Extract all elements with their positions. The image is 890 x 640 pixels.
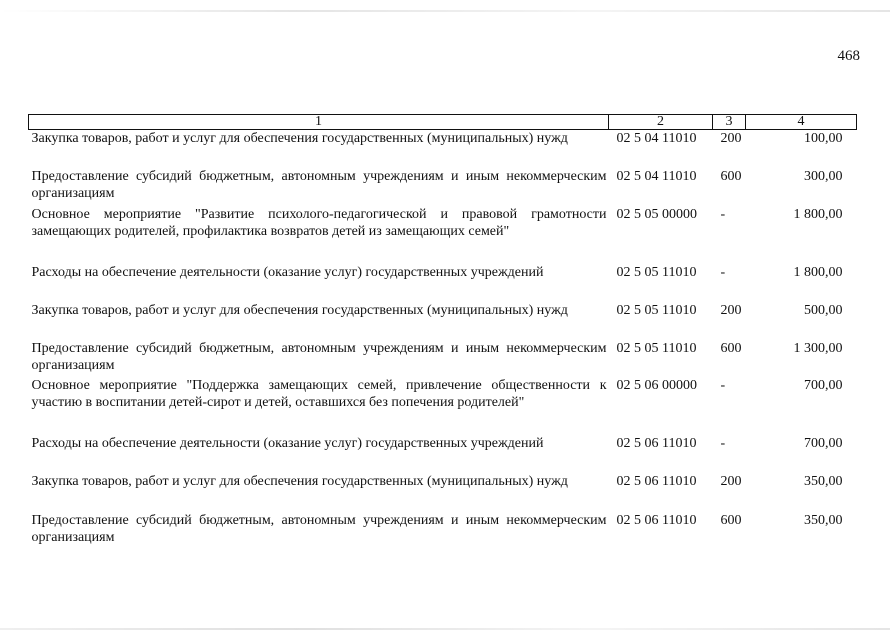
- row-amount: 500,00: [804, 303, 843, 318]
- row-name: Основное мероприятие "Поддержка замещающих семей, привлечение общественности к участию в воспитании детей-сирот и детей, оставшихся без попечения родителей": [31, 378, 607, 410]
- row-amount: 350,00: [804, 513, 843, 528]
- table-row: [29, 168, 857, 206]
- table-row: [29, 512, 857, 550]
- page-number: 468: [837, 48, 860, 64]
- row-type: -: [720, 265, 726, 280]
- row-type: 200: [720, 303, 742, 318]
- row-code: 02 5 05 11010: [616, 265, 697, 280]
- row-amount: 700,00: [804, 436, 843, 451]
- row-type: 600: [720, 513, 742, 528]
- table-row: [29, 377, 857, 435]
- header-col-1: 1: [29, 115, 609, 130]
- row-type: 600: [720, 341, 742, 356]
- row-amount: 1 800,00: [793, 207, 843, 222]
- row-code: 02 5 06 11010: [616, 513, 697, 528]
- row-code: 02 5 06 00000: [616, 378, 697, 393]
- table-header-row: [29, 115, 857, 130]
- row-amount: 1 300,00: [793, 341, 843, 356]
- row-amount: 100,00: [804, 131, 843, 146]
- row-name: Закупка товаров, работ и услуг для обеспечения государственных (муниципальных) нужд: [31, 303, 568, 318]
- row-type: 200: [720, 474, 742, 489]
- table-row: [29, 302, 857, 340]
- row-name: Расходы на обеспечение деятельности (оказание услуг) государственных учреждений: [31, 436, 544, 451]
- row-name: Предоставление субсидий бюджетным, автономным учреждениям и иным некоммерческим организациям: [31, 513, 607, 545]
- row-name: Расходы на обеспечение деятельности (оказание услуг) государственных учреждений: [31, 265, 544, 280]
- row-code: 02 5 04 11010: [616, 131, 697, 146]
- scan-edge-bottom: [0, 628, 890, 630]
- row-name: Основное мероприятие "Развитие психолого-педагогической и правовой грамотности замещающих родителей, профилактика возвратов детей из замещающих семей": [31, 207, 607, 239]
- row-type: -: [720, 207, 726, 222]
- table-row: [29, 206, 857, 264]
- row-name: Предоставление субсидий бюджетным, автономным учреждениям и иным некоммерческим организациям: [31, 341, 607, 373]
- row-name: Предоставление субсидий бюджетным, автономным учреждениям и иным некоммерческим организациям: [31, 169, 607, 201]
- table-row: [29, 473, 857, 512]
- header-col-4: 4: [746, 115, 857, 130]
- table-row: [29, 340, 857, 377]
- row-code: 02 5 04 11010: [616, 169, 697, 184]
- row-amount: 1 800,00: [793, 265, 843, 280]
- row-code: 02 5 05 11010: [616, 303, 697, 318]
- row-type: 600: [720, 169, 742, 184]
- row-type: 200: [720, 131, 742, 146]
- budget-table: [28, 114, 857, 550]
- table-row: [29, 130, 857, 169]
- row-name: Закупка товаров, работ и услуг для обеспечения государственных (муниципальных) нужд: [31, 474, 568, 489]
- row-type: -: [720, 378, 726, 393]
- row-code: 02 5 05 11010: [616, 341, 697, 356]
- row-type: -: [720, 436, 726, 451]
- row-amount: 300,00: [804, 169, 843, 184]
- header-col-3: 3: [713, 115, 746, 130]
- row-code: 02 5 06 11010: [616, 474, 697, 489]
- row-amount: 350,00: [804, 474, 843, 489]
- header-col-2: 2: [609, 115, 713, 130]
- scan-edge-top: [0, 10, 890, 12]
- table-row: [29, 264, 857, 302]
- row-code: 02 5 06 11010: [616, 436, 697, 451]
- row-amount: 700,00: [804, 378, 843, 393]
- table-row: [29, 435, 857, 473]
- row-code: 02 5 05 00000: [616, 207, 697, 222]
- row-name: Закупка товаров, работ и услуг для обеспечения государственных (муниципальных) нужд: [31, 131, 568, 146]
